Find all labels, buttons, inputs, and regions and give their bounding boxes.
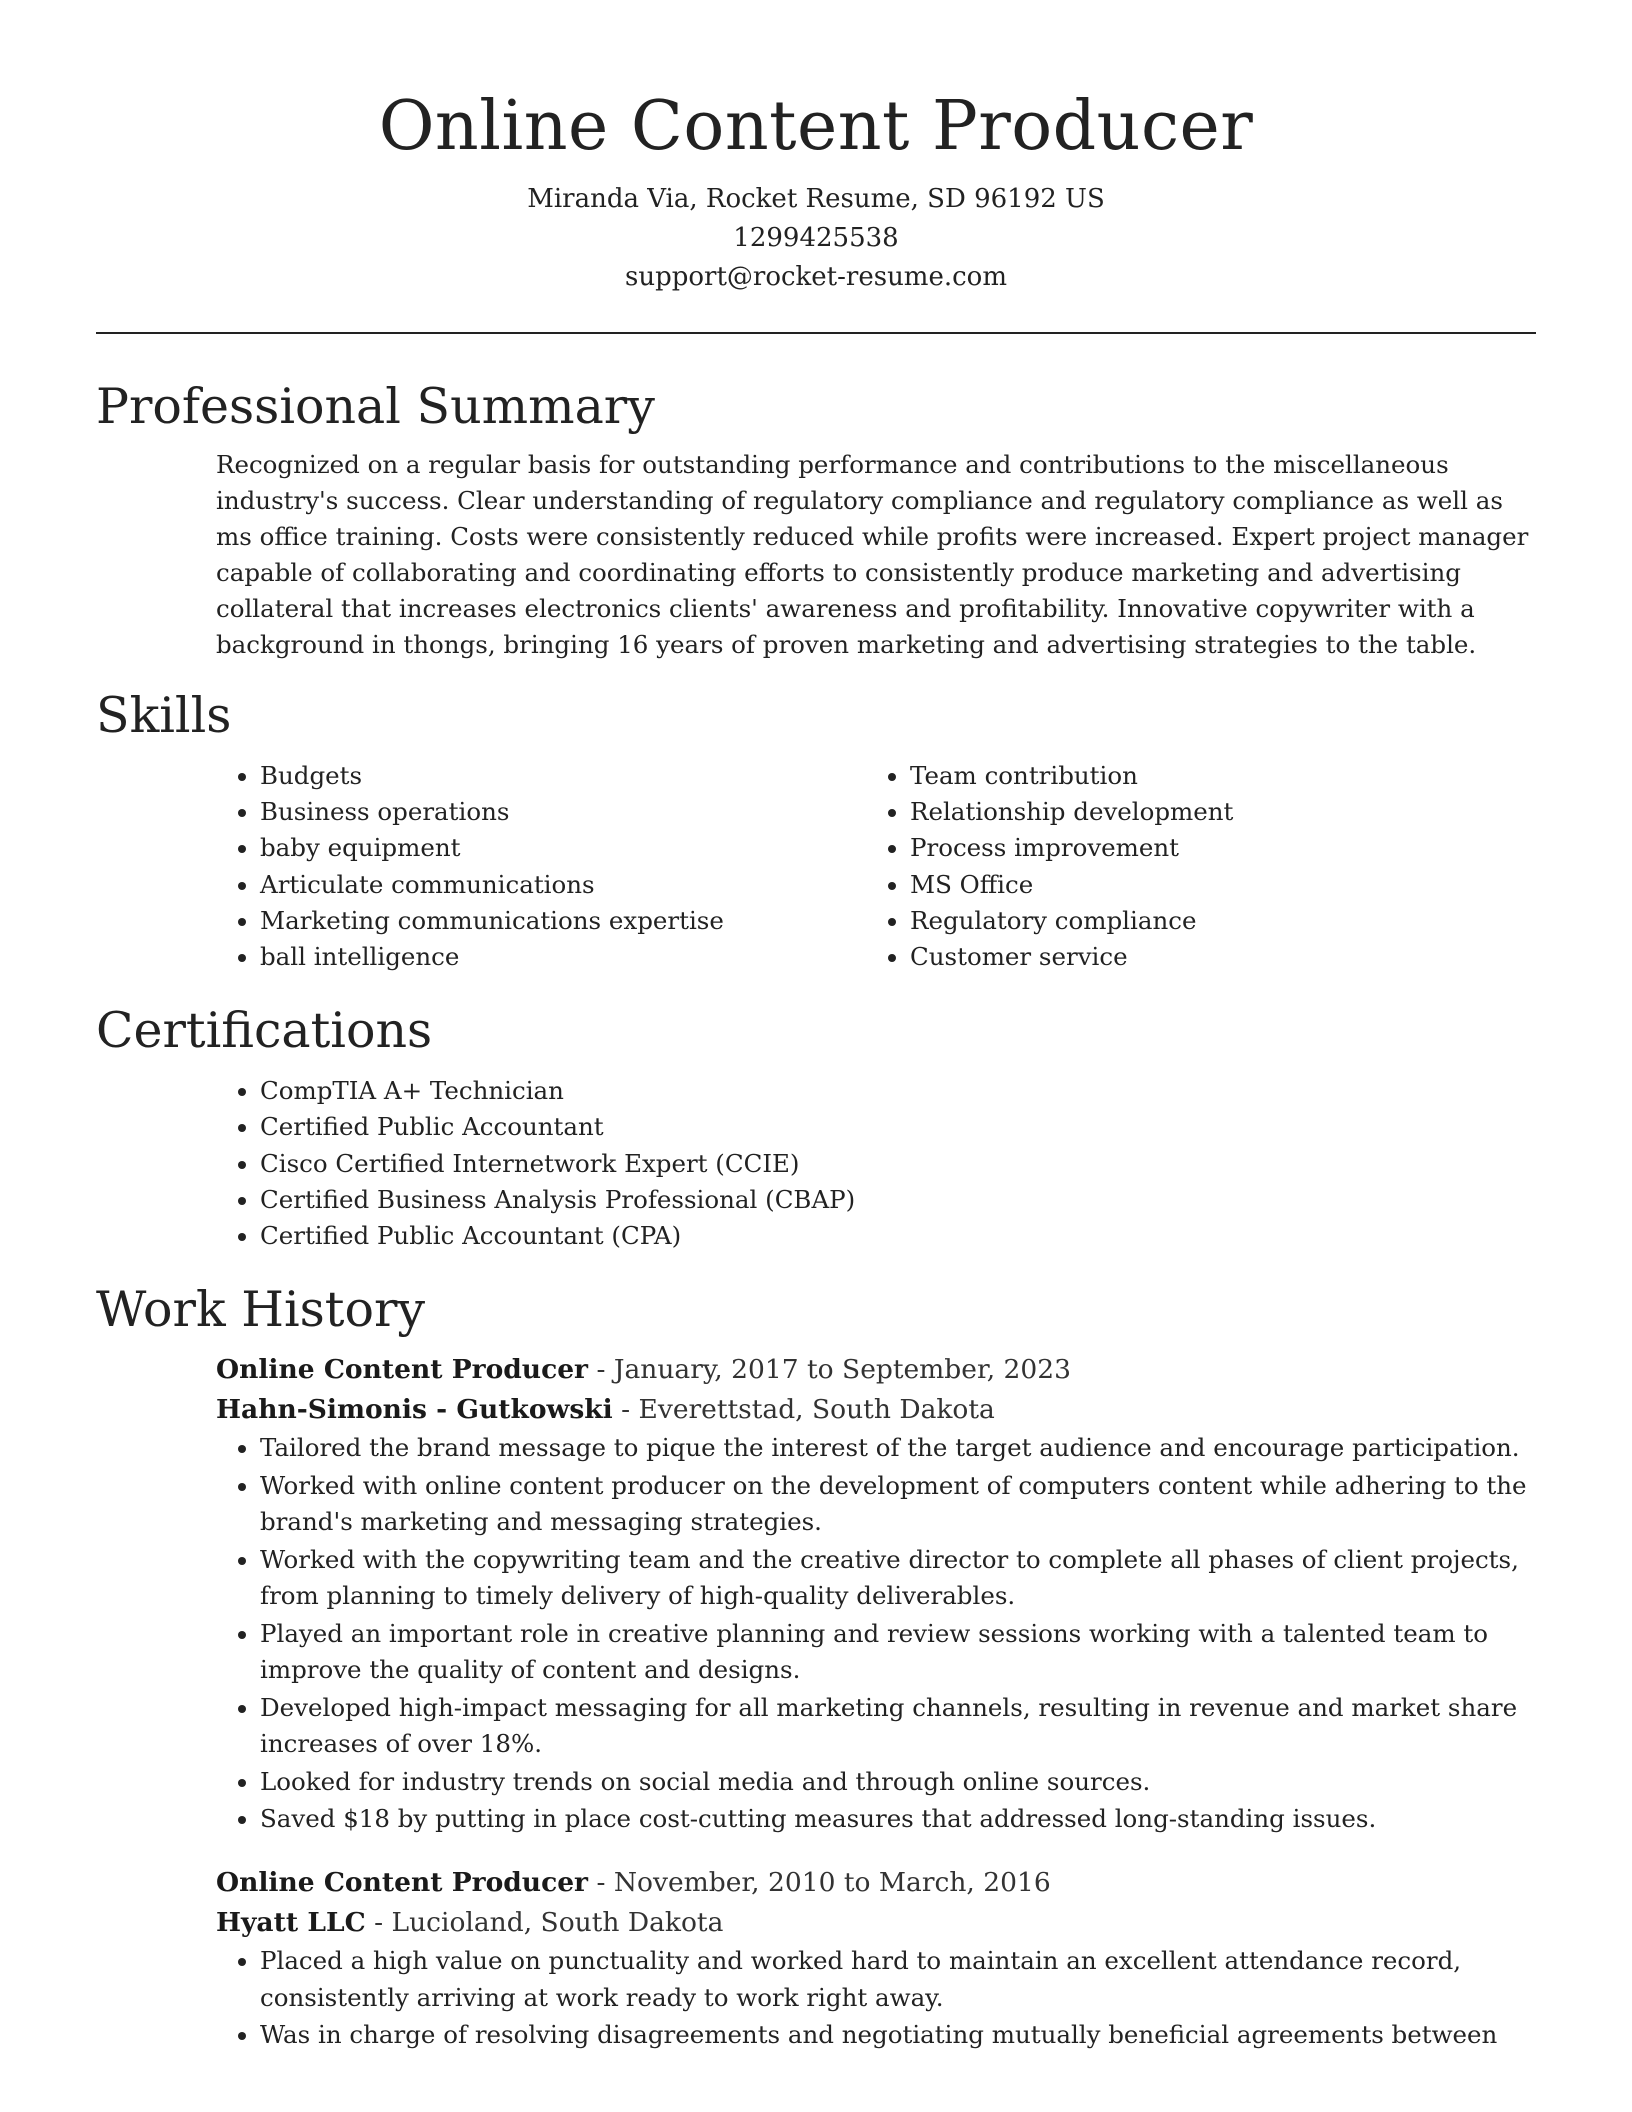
certifications-list: [216, 1073, 1536, 1254]
job-company-line: [216, 1903, 1536, 1943]
job-company: Hyatt LLC: [216, 1907, 366, 1939]
contact-block: [96, 180, 1536, 297]
contact-phone: 1299425538: [733, 223, 899, 253]
skills-column-right: [866, 758, 1516, 975]
summary-heading: Professional Summary: [96, 378, 655, 435]
certification-item: • Cisco Certified Internetwork Expert (CCIE): [260, 1146, 1536, 1182]
skill-item: • Marketing communications expertise: [260, 903, 866, 939]
skills-list-left: [216, 758, 866, 975]
job-bullet: • Looked for industry trends on social media and through online sources.: [260, 1764, 1536, 1800]
job-title-line: [216, 1350, 1536, 1390]
job-bullet: • Developed high-impact messaging for all marketing channels, resulting in revenue and market share increases of over 18%.: [260, 1690, 1536, 1762]
skill-item: • Relationship development: [910, 794, 1516, 830]
job-bullet: • Was in charge of resolving disagreements and negotiating mutually beneficial agreements between: [260, 2017, 1536, 2053]
skill-item: • Process improvement: [910, 830, 1516, 866]
certification-item: • CompTIA A+ Technician: [260, 1073, 1536, 1109]
skills-column-left: [216, 758, 866, 975]
job-location: - Everettstad, South Dakota: [612, 1394, 995, 1426]
job-company-line: [216, 1390, 1536, 1430]
skill-item: • baby equipment: [260, 830, 866, 866]
contact-address: Miranda Via, Rocket Resume, SD 96192 US: [527, 184, 1105, 214]
job-dates: - January, 2017 to September, 2023: [588, 1354, 1071, 1386]
skill-item: • Team contribution: [910, 758, 1516, 794]
summary-section: [96, 377, 1536, 663]
job-bullet: • Tailored the brand message to pique the interest of the target audience and encourage participation.: [260, 1430, 1536, 1466]
skill-item: • Business operations: [260, 794, 866, 830]
skills-list-right: [866, 758, 1516, 975]
job-bullet: • Worked with online content producer on the development of computers content while adhering to the brand's marketing and messaging strategies.: [260, 1468, 1536, 1540]
header-divider: [96, 332, 1536, 334]
job-title-line: [216, 1863, 1536, 1903]
skill-item: • Regulatory compliance: [910, 903, 1516, 939]
summary-text: Recognized on a regular basis for outstanding performance and contributions to the miscellaneous industry's success. Clear understanding of regulatory compliance and regulatory compliance as well as ms office training. Costs were consistently reduced while profits were increased. Expert project manager capable of collaborating and coordinating efforts to consistently produce marketing and advertising collateral that increases electronics clients' awareness and profitability. Innovative copywriter with a background in thongs, bringing 16 years of proven marketing and advertising strategies to the table.: [216, 450, 1529, 659]
certification-item: • Certified Business Analysis Professional (CBAP): [260, 1182, 1536, 1218]
job-location: - Lucioland, South Dakota: [365, 1907, 724, 1939]
skill-item: • Articulate communications: [260, 867, 866, 903]
resume-page: [96, 0, 1536, 2055]
skill-item: • ball intelligence: [260, 939, 866, 975]
job-bullet: • Played an important role in creative planning and review sessions working with a talented team to improve the quality of content and designs.: [260, 1616, 1536, 1688]
resume-header: [96, 0, 1536, 297]
job-bullets: [216, 1430, 1536, 1837]
skill-item: • MS Office: [910, 867, 1516, 903]
job-bullet: • Placed a high value on punctuality and worked hard to maintain an excellent attendance record, consistently arriving at work ready to work right away.: [260, 1943, 1536, 2015]
contact-email: support@rocket-resume.com: [624, 262, 1007, 292]
skill-item: • Customer service: [910, 939, 1516, 975]
job-title: Online Content Producer: [216, 1354, 589, 1386]
work-history-heading: Work History: [96, 1281, 426, 1339]
job-title: Online Content Producer: [216, 1867, 589, 1899]
job-entry: [216, 1350, 1536, 1837]
certification-item: • Certified Public Accountant (CPA): [260, 1218, 1536, 1254]
job-dates: - November, 2010 to March, 2016: [588, 1867, 1051, 1899]
job-entry: [216, 1863, 1536, 2053]
certifications-body: [216, 1073, 1536, 1254]
job-bullet: • Worked with the copywriting team and the creative director to complete all phases of client projects, from planning to timely delivery of high-quality deliverables.: [260, 1542, 1536, 1614]
skill-item: • Budgets: [260, 758, 866, 794]
skills-section: [96, 686, 1536, 975]
resume-name: Online Content Producer: [378, 87, 1254, 166]
certifications-heading: Certifications: [96, 1002, 433, 1060]
job-bullets: [216, 1943, 1536, 2053]
certifications-section: [96, 1001, 1536, 1254]
skills-heading: Skills: [96, 687, 232, 744]
work-history-section: [96, 1280, 1536, 2053]
certification-item: • Certified Public Accountant: [260, 1109, 1536, 1145]
skills-grid: [216, 758, 1536, 975]
job-bullet: • Saved $18 by putting in place cost-cutting measures that addressed long-standing issues.: [260, 1801, 1536, 1837]
job-company: Hahn-Simonis - Gutkowski: [216, 1394, 613, 1426]
